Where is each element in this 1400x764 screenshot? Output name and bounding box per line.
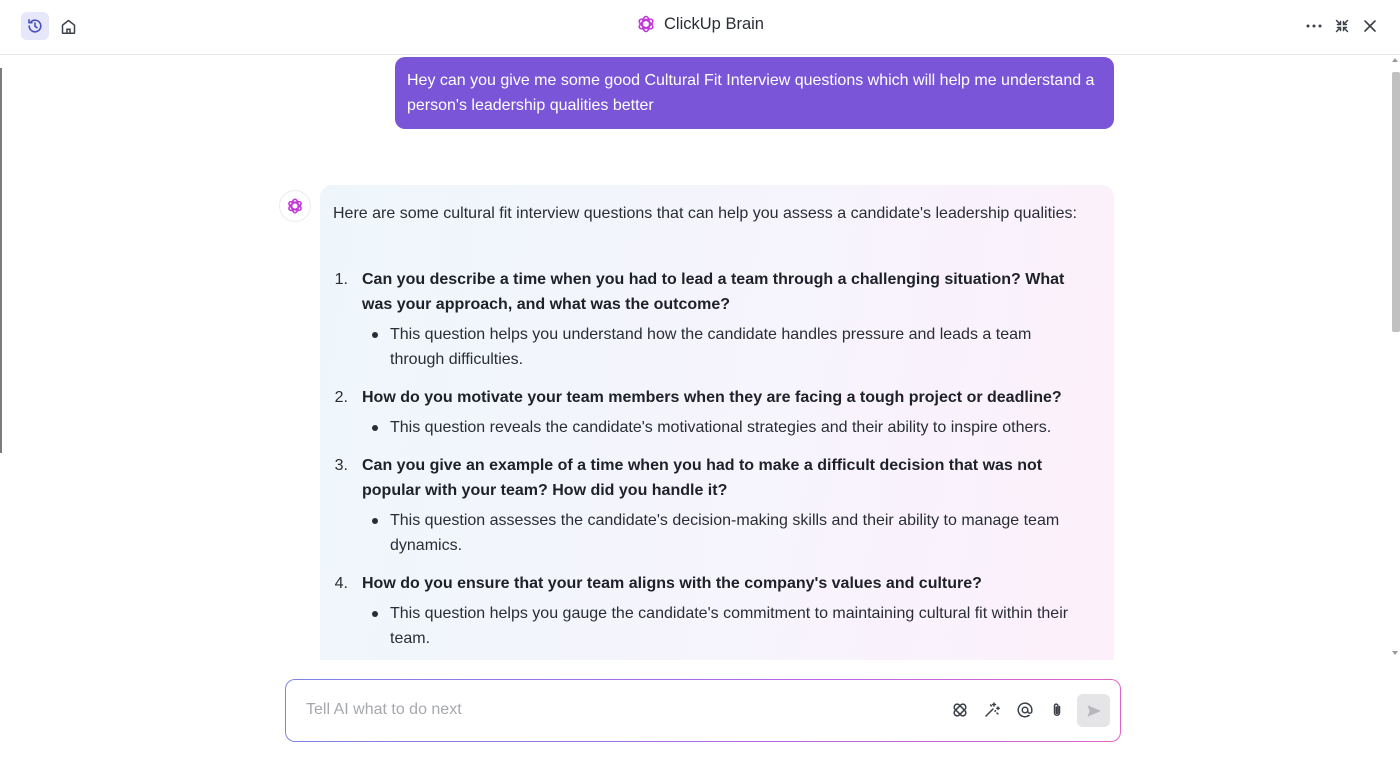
minimize-button[interactable] — [1329, 12, 1355, 40]
interview-question: How do you motivate your team members when they are facing a tough project or deadline? — [362, 389, 1062, 406]
app-title: ClickUp Brain — [664, 14, 764, 33]
scrollbar-thumb[interactable] — [1392, 72, 1400, 332]
bullet-icon — [362, 601, 390, 651]
send-button[interactable] — [1077, 694, 1110, 727]
home-button[interactable] — [54, 12, 82, 40]
brain-logo-icon — [636, 14, 656, 34]
bullet-icon — [362, 415, 390, 440]
question-explanation: This question assesses the candidate's decision-making skills and their ability to manage team dynamics. — [390, 512, 1060, 554]
close-icon — [1363, 19, 1377, 33]
brain-tools-icon — [951, 701, 969, 719]
list-item-number: 1. — [334, 271, 348, 288]
collapse-icon — [1335, 19, 1349, 33]
interview-question: Can you give an example of a time when you had to make a difficult decision that was not popular with your team? How did you handle it? — [362, 457, 1043, 499]
top-bar — [0, 0, 1400, 55]
left-edge-divider — [0, 68, 2, 453]
attach-button[interactable] — [1045, 698, 1069, 722]
history-icon — [26, 17, 44, 35]
ai-avatar — [279, 190, 311, 222]
user-message-text: Hey can you give me some good Cultural Fit Interview questions which will help me understand a person's leadership qualities better — [407, 72, 1095, 114]
list-item-number: 4. — [334, 575, 348, 592]
mention-icon — [1016, 701, 1034, 719]
question-explanation: This question helps you understand how the candidate handles pressure and leads a team through difficulties. — [390, 326, 1032, 368]
list-item — [333, 267, 1101, 372]
list-item — [333, 385, 1101, 440]
list-item — [333, 571, 1101, 651]
ai-prompt-composer — [285, 679, 1121, 742]
history-button[interactable] — [21, 12, 49, 40]
ai-response-intro: Here are some cultural fit interview questions that can help you assess a candidate's leadership qualities: — [333, 205, 1077, 222]
window-title — [0, 14, 1400, 34]
ai-sparkle-button[interactable] — [980, 698, 1004, 722]
user-message-bubble — [395, 57, 1114, 129]
sparkle-icon — [983, 701, 1001, 719]
ai-prompt-input[interactable] — [306, 699, 926, 721]
scroll-up-arrow-icon[interactable] — [1392, 58, 1398, 62]
list-item-number: 2. — [334, 389, 348, 406]
list-item-number: 3. — [334, 457, 348, 474]
question-explanation: This question reveals the candidate's motivational strategies and their ability to inspire others. — [390, 419, 1052, 436]
bullet-icon — [362, 322, 390, 372]
more-options-button[interactable] — [1301, 12, 1327, 40]
question-explanation: This question helps you gauge the candidate's commitment to maintaining cultural fit within their team. — [390, 605, 1069, 647]
brain-tools-button[interactable] — [948, 698, 972, 722]
brain-logo-icon — [286, 197, 304, 215]
scroll-down-arrow-icon[interactable] — [1392, 651, 1398, 655]
attachment-icon — [1048, 701, 1066, 719]
ai-response-bubble — [320, 185, 1114, 660]
bullet-icon — [362, 508, 390, 558]
interview-question: Can you describe a time when you had to lead a team through a challenging situation? What was your approach, and what was the outcome? — [362, 271, 1065, 313]
home-icon — [60, 18, 77, 35]
list-item — [333, 453, 1101, 558]
close-button[interactable] — [1357, 12, 1383, 40]
send-icon — [1085, 702, 1103, 720]
interview-question: How do you ensure that your team aligns with the company's values and culture? — [362, 575, 982, 592]
more-horizontal-icon — [1305, 23, 1323, 29]
mention-button[interactable] — [1013, 698, 1037, 722]
